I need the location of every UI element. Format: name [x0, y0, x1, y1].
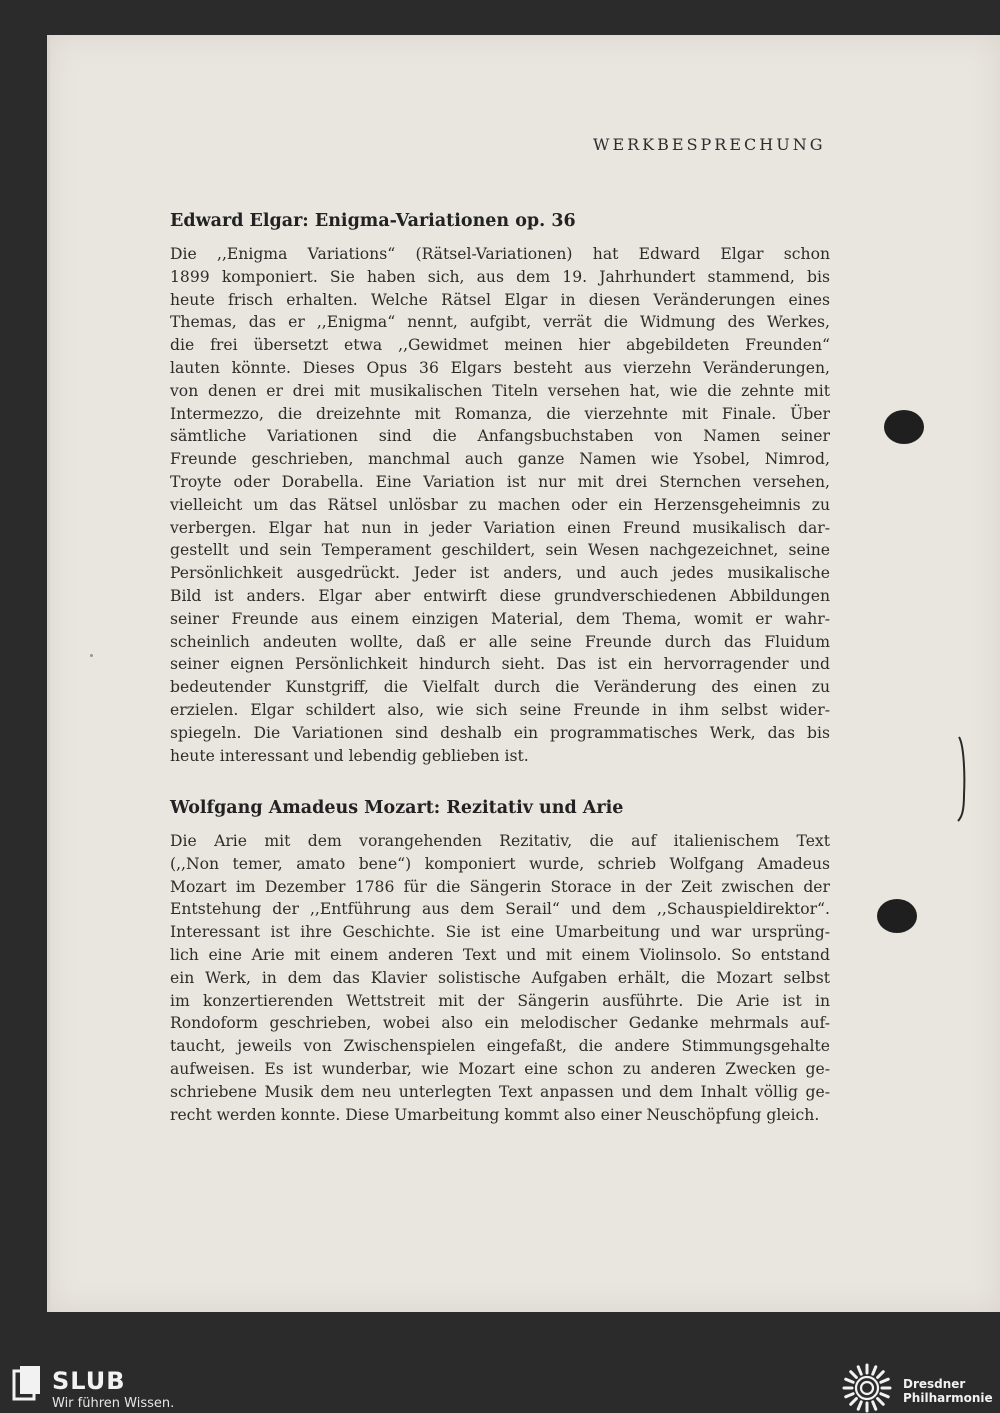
text-line: schriebene Musik dem neu unterlegten Text anpassen und dem Inhalt völlig ge-	[170, 1082, 830, 1101]
text-line: Rondoform geschrieben, wobei also ein melodischer Gedanke mehrmals auf-	[170, 1014, 830, 1033]
text-line: verbergen. Elgar hat nun in jeder Variation einen Freund musikalisch dar-	[170, 518, 830, 537]
slub-book-icon[interactable]	[12, 1365, 42, 1401]
partner-name[interactable]	[903, 1377, 993, 1405]
text-line: lauten könnte. Dieses Opus 36 Elgars besteht aus vierzehn Veränderungen,	[170, 358, 830, 377]
page-edge	[47, 35, 50, 1312]
text-line: bedeutender Kunstgriff, die Vielfalt durch die Veränderung des einen zu	[170, 678, 830, 697]
text-line: taucht, jeweils von Zwischenspielen eingefaßt, die andere Stimmungsgehalte	[170, 1037, 830, 1056]
philharmonie-sun-icon[interactable]	[842, 1363, 892, 1413]
page-header: WERKBESPRECHUNG	[593, 135, 826, 154]
partner-name-line2: Philharmonie	[903, 1391, 993, 1405]
text-line: lich eine Arie mit einem anderen Text und mit einem Violinsolo. So entstand	[170, 945, 830, 964]
text-line: vielleicht um das Rätsel unlösbar zu machen oder ein Herzensgeheimnis zu	[170, 495, 830, 514]
partner-name-line1: Dresdner	[903, 1377, 966, 1391]
text-line: Mozart im Dezember 1786 für die Sängerin Storace in der Zeit zwischen der	[170, 877, 830, 896]
text-line: heute interessant und lebendig geblieben ist.	[170, 746, 529, 765]
text-line: die frei übersetzt etwa ,,Gewidmet meinen hier abgebildeten Freunden“	[170, 336, 830, 355]
text-line: seiner eignen Persönlichkeit hindurch sieht. Das ist ein hervorragender und	[170, 655, 830, 674]
text-line: recht werden konnte. Diese Umarbeitung kommt also einer Neuschöpfung gleich.	[170, 1105, 820, 1124]
text-line: Bild ist anders. Elgar aber entwirft diese grundverschiedenen Abbildungen	[170, 586, 830, 605]
text-line: heute frisch erhalten. Welche Rätsel Elgar in diesen Veränderungen eines	[170, 290, 830, 309]
text-line: ein Werk, in dem das Klavier solistische Aufgaben erhält, die Mozart selbst	[170, 968, 830, 987]
text-line: Freunde geschrieben, manchmal auch ganze Namen wie Ysobel, Nimrod,	[170, 450, 830, 469]
text-line: spiegeln. Die Variationen sind deshalb ein programmatisches Werk, das bis	[170, 723, 830, 742]
text-line: erzielen. Elgar schildert also, wie sich seine Freunde in ihm selbst wider-	[170, 700, 830, 719]
margin-bracket-mark	[956, 735, 970, 823]
library-tagline: Wir führen Wissen.	[52, 1396, 175, 1411]
section-body-mozart	[170, 830, 830, 1126]
text-line: scheinlich andeuten wollte, daß er alle seine Freunde durch das Fluidum	[170, 632, 830, 651]
punch-hole-top	[884, 410, 924, 444]
text-line: (,,Non temer, amato bene“) komponiert wurde, schrieb Wolfgang Amadeus	[170, 854, 830, 873]
library-name[interactable]: SLUB	[52, 1367, 126, 1395]
text-line: 1899 komponiert. Sie haben sich, aus dem 19. Jahrhundert stammend, bis	[170, 267, 830, 286]
footer-bar	[0, 1360, 1000, 1413]
text-line: Die Arie mit dem vorangehenden Rezitativ, die auf italienischem Text	[170, 832, 830, 850]
section-heading-mozart: Wolfgang Amadeus Mozart: Rezitativ und Arie	[170, 798, 624, 818]
text-line: Troyte oder Dorabella. Eine Variation ist nur mit drei Sternchen versehen,	[170, 472, 830, 491]
text-line: seiner Freunde aus einem einzigen Material, dem Thema, womit er wahr-	[170, 609, 830, 628]
text-line: Intermezzo, die dreizehnte mit Romanza, die vierzehnte mit Finale. Über	[170, 404, 830, 423]
text-line: Die ,,Enigma Variations“ (Rätsel-Variationen) hat Edward Elgar schon	[170, 245, 830, 263]
paper-speck	[90, 654, 93, 657]
text-line: Persönlichkeit ausgedrückt. Jeder ist anders, und auch jedes musikalische	[170, 564, 830, 583]
text-line: sämtliche Variationen sind die Anfangsbuchstaben von Namen seiner	[170, 427, 830, 446]
section-body-elgar	[170, 243, 830, 767]
text-line: Entstehung der ,,Entführung aus dem Serail“ und dem ,,Schauspieldirektor“.	[170, 900, 830, 919]
section-heading-elgar: Edward Elgar: Enigma-Variationen op. 36	[170, 211, 576, 231]
text-line: von denen er drei mit musikalischen Titeln versehen hat, wie die zehnte mit	[170, 381, 830, 400]
text-line: Themas, das er ,,Enigma“ nennt, aufgibt, verrät die Widmung des Werkes,	[170, 313, 830, 332]
text-line: Interessant ist ihre Geschichte. Sie ist eine Umarbeitung und war ursprüng-	[170, 923, 830, 942]
punch-hole-bottom	[877, 899, 917, 933]
text-line: gestellt und sein Temperament geschildert, sein Wesen nachgezeichnet, seine	[170, 541, 830, 560]
text-line: im konzertierenden Wettstreit mit der Sängerin ausführte. Die Arie ist in	[170, 991, 830, 1010]
text-line: aufweisen. Es ist wunderbar, wie Mozart eine schon zu anderen Zwecken ge-	[170, 1059, 830, 1078]
